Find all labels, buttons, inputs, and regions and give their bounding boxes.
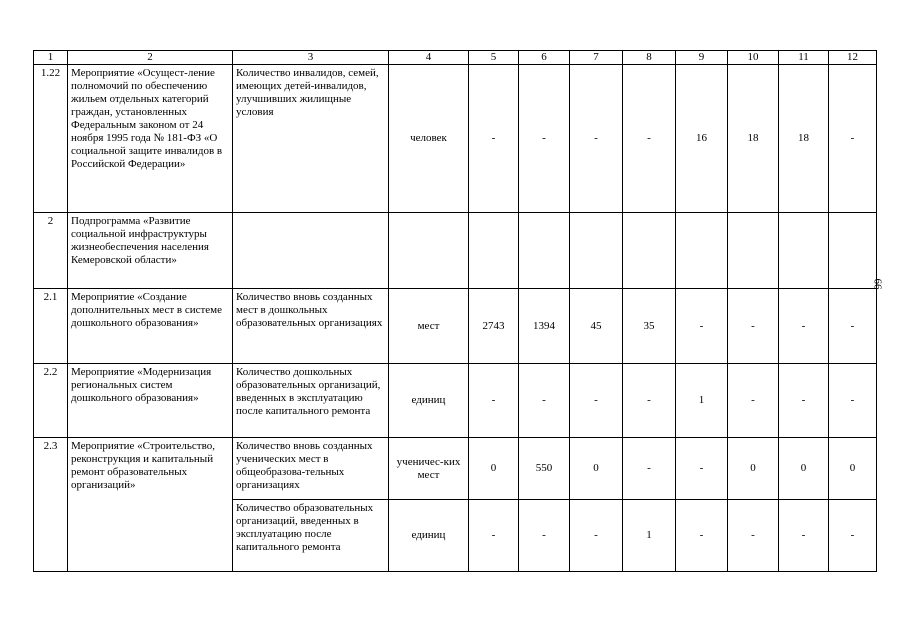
empty-cell	[519, 213, 570, 289]
value-cell: 45	[570, 289, 623, 364]
value-cell: 18	[779, 65, 829, 213]
value-cell: -	[519, 65, 570, 213]
event-cell: Подпрограмма «Развитие социальной инфраструктуры жизнеобеспечения населения Кемеровской области»	[68, 213, 233, 289]
value-cell: -	[829, 65, 877, 213]
value-cell: -	[623, 438, 676, 500]
value-cell: -	[829, 500, 877, 572]
data-table	[33, 50, 877, 572]
value-cell: -	[519, 500, 570, 572]
header-cell: 7	[570, 51, 623, 65]
unit-cell: человек	[389, 65, 469, 213]
table-row	[34, 213, 877, 289]
value-cell: -	[728, 364, 779, 438]
empty-cell	[623, 213, 676, 289]
value-cell: -	[623, 364, 676, 438]
table-row	[34, 65, 877, 213]
header-cell: 5	[469, 51, 519, 65]
empty-cell	[389, 213, 469, 289]
value-cell: 2743	[469, 289, 519, 364]
value-cell: 35	[623, 289, 676, 364]
empty-cell	[570, 213, 623, 289]
value-cell: -	[469, 65, 519, 213]
header-cell: 11	[779, 51, 829, 65]
row-number: 2.3	[34, 438, 68, 572]
value-cell: -	[779, 364, 829, 438]
value-cell: -	[519, 364, 570, 438]
event-cell: Мероприятие «Строительство, реконструкция и капитальный ремонт образовательных организаций»	[68, 438, 233, 572]
value-cell: -	[676, 500, 728, 572]
value-cell: -	[570, 65, 623, 213]
unit-cell: мест	[389, 289, 469, 364]
unit-cell: ученичес-ких мест	[389, 438, 469, 500]
row-number: 1.22	[34, 65, 68, 213]
value-cell: -	[469, 500, 519, 572]
header-cell: 9	[676, 51, 728, 65]
value-cell: 0	[779, 438, 829, 500]
value-cell: 0	[469, 438, 519, 500]
header-row	[34, 51, 877, 65]
row-number: 2	[34, 213, 68, 289]
value-cell: 0	[829, 438, 877, 500]
table-row	[34, 289, 877, 364]
header-cell: 4	[389, 51, 469, 65]
value-cell: -	[779, 289, 829, 364]
event-cell: Мероприятие «Осущест-ление полномочий по обеспечению жильем отдельных категорий граждан, установленных Федеральным законом от 24 ноября 1995 года № 181-ФЗ «О социальной защите инвалидов в Российской Федерации»	[68, 65, 233, 213]
value-cell: -	[829, 289, 877, 364]
indicator-cell: Количество вновь созданных ученических мест в общеобразова-тельных организациях	[233, 438, 389, 500]
value-cell: -	[570, 500, 623, 572]
indicator-cell: Количество дошкольных образовательных организаций, введенных в эксплуатацию после капитального ремонта	[233, 364, 389, 438]
indicator-cell: Количество образовательных организаций, введенных в эксплуатацию после капитального ремонта	[233, 500, 389, 572]
value-cell: -	[570, 364, 623, 438]
header-cell: 3	[233, 51, 389, 65]
unit-cell: единиц	[389, 364, 469, 438]
header-cell: 6	[519, 51, 570, 65]
row-number: 2.2	[34, 364, 68, 438]
header-cell: 10	[728, 51, 779, 65]
row-number: 2.1	[34, 289, 68, 364]
empty-cell	[676, 213, 728, 289]
value-cell: 0	[728, 438, 779, 500]
value-cell: -	[676, 438, 728, 500]
value-cell: 550	[519, 438, 570, 500]
value-cell: 0	[570, 438, 623, 500]
empty-cell	[829, 213, 877, 289]
value-cell: -	[676, 289, 728, 364]
header-cell: 2	[68, 51, 233, 65]
value-cell: -	[623, 65, 676, 213]
event-cell: Мероприятие «Создание дополнительных мест в системе дошкольного образования»	[68, 289, 233, 364]
value-cell: 1394	[519, 289, 570, 364]
indicator-cell: Количество инвалидов, семей, имеющих детей-инвалидов, улучшивших жилищные условия	[233, 65, 389, 213]
value-cell: 1	[623, 500, 676, 572]
header-cell: 1	[34, 51, 68, 65]
value-cell: -	[728, 289, 779, 364]
value-cell: -	[779, 500, 829, 572]
header-cell: 12	[829, 51, 877, 65]
value-cell: 1	[676, 364, 728, 438]
value-cell: -	[728, 500, 779, 572]
empty-cell	[728, 213, 779, 289]
value-cell: 16	[676, 65, 728, 213]
table-row	[34, 438, 877, 500]
page-number: 66	[871, 278, 884, 290]
value-cell: -	[829, 364, 877, 438]
empty-cell	[469, 213, 519, 289]
event-cell: Мероприятие «Модернизация региональных систем дошкольного образования»	[68, 364, 233, 438]
table-row	[34, 364, 877, 438]
value-cell: -	[469, 364, 519, 438]
empty-cell	[779, 213, 829, 289]
unit-cell: единиц	[389, 500, 469, 572]
header-cell: 8	[623, 51, 676, 65]
indicator-cell: Количество вновь созданных мест в дошкольных образовательных организациях	[233, 289, 389, 364]
empty-cell	[233, 213, 389, 289]
value-cell: 18	[728, 65, 779, 213]
